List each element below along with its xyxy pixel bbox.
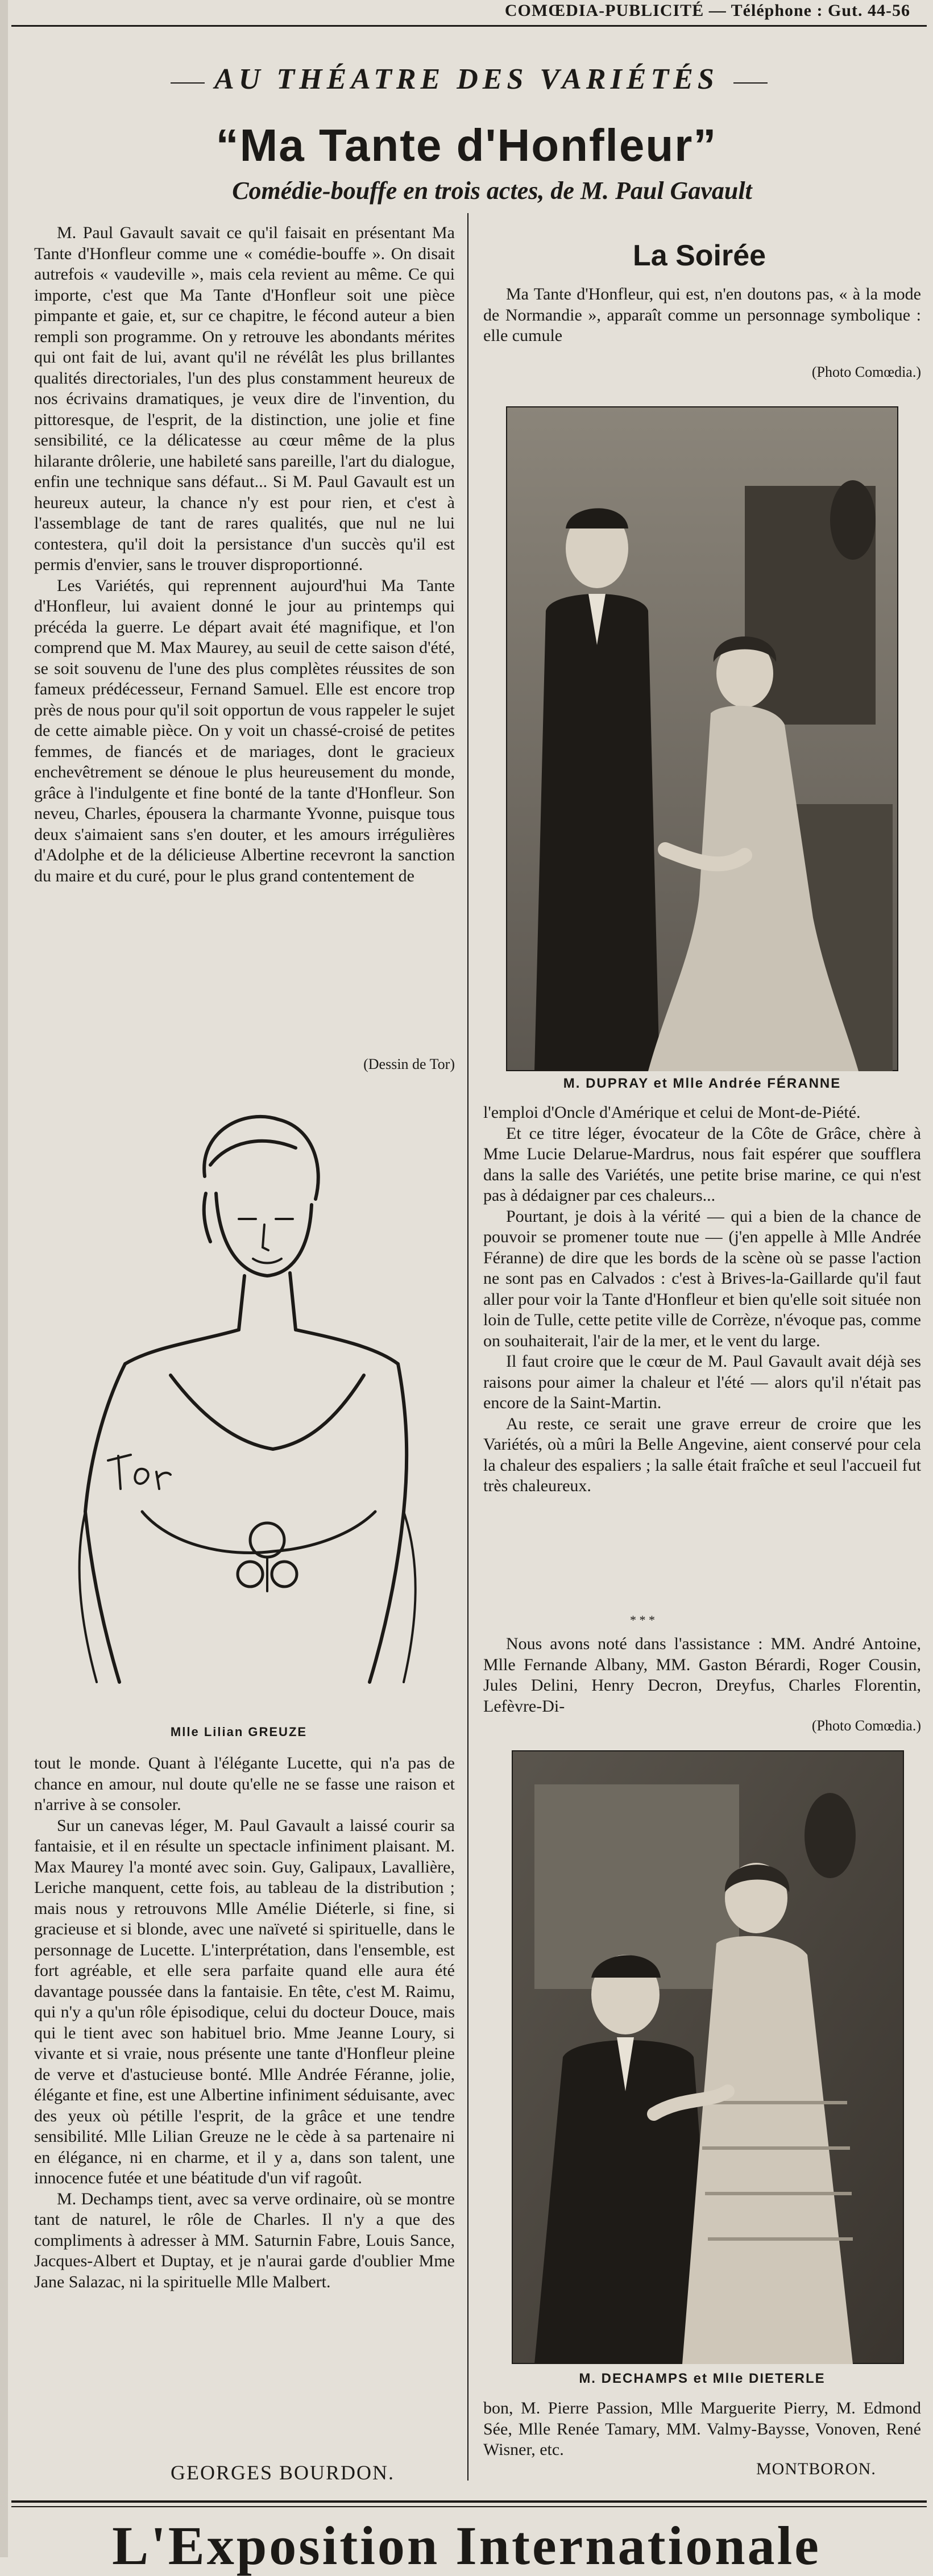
soiree-intro	[483, 284, 921, 347]
article-paragraph: M. Dechamps tient, avec sa verve ordinaire, où se montre tant de naturel, le rôle de Charles. Il n'y a que des compliments à adresser à MM. Saturnin Fabre, Louis Sance, Jacques-Albert et Duptay, et je n'aurai garde d'oublier Mme Jane Salazac, ni la spirituelle Mlle Malbert.	[34, 2189, 455, 2291]
article-paragraph: Sur un canevas léger, M. Paul Gavault a laissé courir sa fantaisie, et il en résulte un spectacle infiniment plaisant. M. Max Maurey l'a monté avec soin. Guy, Galipaux, Lavallière, Leriche manquent, cette fois, au tableau de la distribution ; mais nous y retrouvons Mlle Amélie Diéterle, si fine, si gracieuse et si blonde, avec une naïveté si spirituelle, dans le personnage de Lucette. L'interprétation, dans l'ensemble, est fort agréable, et elle sera parfaite quand elle aura été davantage poussée dans la fantaisie. En tête, c'est M. Raimu, qui n'y a qu'un rôle épisodique, celui du docteur Douce, mais qui le tient avec son habituel brio. Mme Jeanne Loury, si vivante et si vraie, nous présente une tante d'Honfleur pleine de verve et d'astucieuse bonté. Mlle Andrée Féranne, jolie, élégante et fine, est une Albertine infiniment séduisante, avec des yeux où pétille l'esprit, de la grâce et une tendre sensibilité. Mlle Lilian Greuze ne le cède à sa partenaire ni en élégance, ni en charme, et il y a, dans son talent, une innocence futée et une béatitude d'un vif ragoût.	[34, 1816, 455, 2187]
article-subtitle: Comédie-bouffe en trois actes, de M. Paul Gavault	[232, 177, 752, 205]
article-left-bottom	[34, 1753, 455, 2424]
portrait-drawing	[57, 1080, 421, 1716]
soiree-signature: MONTBORON.	[756, 2460, 876, 2478]
section-rule-left	[171, 82, 205, 84]
next-article-heading: L'Exposition Internationale	[112, 2515, 821, 2576]
photo-dupray-feranne	[506, 406, 898, 1071]
section-heading: AU THÉATRE DES VARIÉTÉS	[214, 63, 719, 95]
soiree-paragraph: Pourtant, je dois à la vérité — qui a bien de la chance de pouvoir se promener toute nue — (j'en appelle à Mlle Andrée Féranne) de dire que les bords de la scène où se passe l'action ne sont pas en Calvados : c'est à Brives-la-Gaillarde qu'il faut aller pour voir la Tante d'Honfleur et bien qu'elle soit située non loin de Tulle, cette petite ville de Corrèze, n'évoque pas, comme on souhaiterait, l'air de la mer, et le vent du large.	[483, 1206, 921, 1350]
article-left-top	[34, 223, 455, 1064]
soiree-body	[483, 1102, 921, 1665]
soiree-paragraph: bon, M. Pierre Passion, Mlle Marguerite Pierry, M. Edmond Sée, Mlle Renée Tamary, MM. Valmy-Baysse, Vonoven, René Wisner, etc.	[483, 2399, 921, 2459]
soiree-paragraph: l'emploi d'Oncle d'Amérique et celui de Mont-de-Piété.	[483, 1103, 861, 1122]
soiree-closing	[483, 2398, 921, 2461]
page-header: COMŒDIA-PUBLICITÉ — Téléphone : Gut. 44-56	[504, 1, 910, 20]
soiree-paragraph: Nous avons noté dans l'assistance : MM. André Antoine, Mlle Fernande Albany, MM. Gaston Bérardi, Roger Cousin, Jules Delini, Henry Decron, Dreyfus, Charles Florentin, Lefèvre-Di-	[483, 1634, 921, 1716]
article-signature: GEORGES BOURDON.	[171, 2461, 395, 2484]
article-title: “Ma Tante d'Honfleur”	[215, 120, 718, 170]
article-paragraph: Les Variétés, qui reprennent aujourd'hui Ma Tante d'Honfleur, lui avaient donné le jour au printemps qui précéda la guerre. Le départ avait été magnifique, et l'on comprend que M. Max Maurey, au seuil de cette saison d'été, se soit souvenu de l'une des plus complètes réussites de son fameux prédécesseur, Fernand Samuel. Elle est encore trop près de nous pour qu'il soit opportun de vous rappeler le sujet de cette aimable pièce. On y voit un chassé-croisé de petites femmes, de fiancés et de mariages, dont le gracieux enchevêtrement se dénoue le plus heureusement du monde, grâce à l'indulgente et fine bonté de la tante d'Honfleur. Son neveu, Charles, épousera la charmante Yvonne, puisque tous deux s'aimaient sans s'en douter, et les amours irrégulières d'Adolphe et de la délicieuse Albertine recevront la sanction du maire et du curé, pour le plus grand contentement de	[34, 576, 455, 885]
section-stars: * * *	[630, 1613, 655, 1627]
photo1-caption: M. DUPRAY et Mlle Andrée FÉRANNE	[563, 1076, 841, 1091]
photo2-credit: (Photo Comœdia.)	[811, 1717, 921, 1734]
section-rule-right	[733, 82, 768, 84]
photo2-caption: M. DECHAMPS et Mlle DIETERLE	[579, 2371, 826, 2386]
article-paragraph: tout le monde. Quant à l'élégante Lucette, qui n'a pas de chance en amour, nul doute qu'elle ne se fasse une raison et n'arrive à se consoler.	[34, 1754, 455, 1814]
soiree-paragraph: Au reste, ce serait une grave erreur de croire que les Variétés, où a mûri la Belle Angevine, aient conservé pour cela la chaleur des espaliers ; la salle était fraîche et seul l'accueil fut très chaleureux.	[483, 1414, 921, 1495]
photo1-credit: (Photo Comœdia.)	[811, 364, 921, 380]
soiree-paragraph: Et ce titre léger, évocateur de la Côte de Grâce, chère à Mme Lucie Delarue-Mardrus, nous fait espérer que soufflera dans la salle des Variétés, une petite brise marine, ce qui n'est pas à dédaigner par ces chaleurs...	[483, 1123, 921, 1205]
soiree-title: La Soirée	[632, 239, 766, 272]
photo-dechamps-dieterle	[512, 1750, 904, 2364]
header-rule	[11, 25, 927, 27]
bottom-rule	[11, 2500, 927, 2503]
bottom-rule-2	[11, 2506, 927, 2507]
page-edge	[0, 0, 8, 2557]
column-divider	[467, 213, 468, 2481]
soiree-paragraph: Ma Tante d'Honfleur, qui est, n'en doutons pas, « à la mode de Normandie », apparaît comme un personnage symbolique : elle cumule	[483, 285, 921, 345]
drawing-credit: (Dessin de Tor)	[363, 1056, 455, 1072]
soiree-paragraph: Il faut croire que le cœur de M. Paul Gavault avait déjà ses raisons pour aimer la chaleur et l'été — alors qu'il n'était pas encore de la Saint-Martin.	[483, 1352, 921, 1412]
article-paragraph: M. Paul Gavault savait ce qu'il faisait en présentant Ma Tante d'Honfleur comme une « comédie-bouffe ». On disait autrefois « vaudeville », mais cela revient au même. Ce qui importe, c'est que Ma Tante d'Honfleur soit une pièce pimpante et gaie, et, sur ce chapitre, le fécond auteur a bien rempli son programme. On y retrouve les abondants mérites qui ont fait de lui, avant qu'il ne révélât les plus brillantes qualités directoriales, l'un des plus constamment heureux de nos écrivains dramatiques, je veux dire de l'invention, du pittoresque, de l'esprit, de la distinction, une jolie et fine sensibilité, ce la délicatesse au cœur même de la plus hilarante drôlerie, une habileté sans pareille, l'art du dialogue, enfin une technique sans défaut... Si M. Paul Gavault est un heureux auteur, la chance n'y est pour rien, et c'est à l'assemblage de tant de rares qualités, que nul ne lui contestera, qu'il doit la persistance d'un succès qu'il est permis d'envier, sans le trouver disproportionné.	[34, 223, 455, 574]
drawing-caption: Mlle Lilian GREUZE	[170, 1725, 308, 1739]
soiree-assistance	[483, 1634, 921, 1719]
